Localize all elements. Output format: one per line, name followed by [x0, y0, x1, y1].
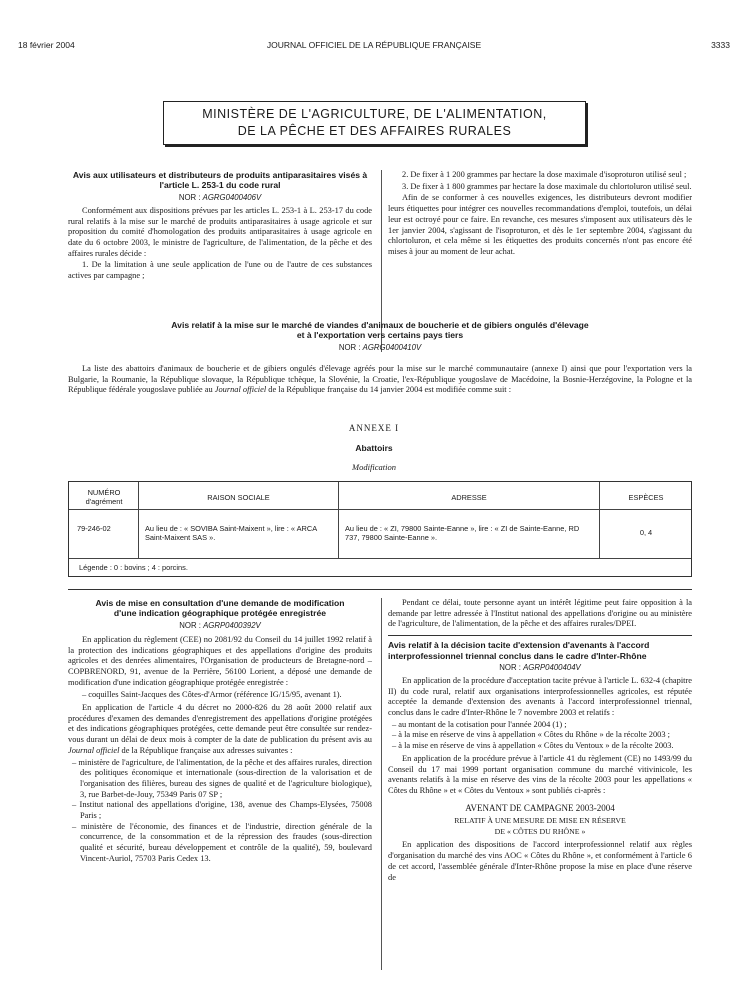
table-cell-number: 79-246-02: [77, 524, 111, 533]
column-divider: [381, 598, 382, 970]
nor-prefix: NOR :: [338, 342, 363, 352]
table-cell-species: 0, 4: [639, 528, 653, 537]
measure-heading-line-2: DE « CÔTES DU RHÔNE »: [494, 826, 586, 836]
annex-title: ANNEXE I: [348, 423, 400, 433]
ministry-line-1: MINISTÈRE DE L'AGRICULTURE, DE L'ALIMENTATION,: [202, 107, 547, 121]
article-1-paragraph-1: Conformément aux dispositions prévues par les articles L. 253-1 à L. 253-17 du code rural relatifs à la mise sur le marché de produits antiparasitaires à usage agricole et sur proposition du comité d'homologation des produits antiparasitaires à usage agricole en date du 6 octobre 2003, le ministre de l'agriculture, de l'alimentation, de la pêche et des affaires rurales décide :: [68, 205, 372, 258]
article-3-title: Avis de mise en consultation d'une demande de modification d'une indication géographique protégée enregistrée: [95, 598, 345, 619]
article-4-paragraph-2: En application de la procédure prévue à l'article 41 du règlement (CE) no 1493/99 du Conseil du 17 mai 1999 portant organisation commune du marché vitivinicole, les avenants relatifs à la mise en réserve des vins de la récolte 2003 pour les appellations « Côtes du Rhône » et « Côtes du Ventoux » sont publiés ci-après :: [388, 753, 692, 795]
article-3-item-1: – coquilles Saint-Jacques des Côtes-d'Armor (référence IG/15/95, avenant 1).: [82, 690, 342, 700]
article-1-paragraph-3: 2. De fixer à 1 200 grammes par hectare la dose maximale d'isoproturon utilisé seul ;: [402, 170, 687, 179]
list-item: – à la mise en réserve de vins à appellation « Côtes du Ventoux » de la récolte 2003.: [392, 741, 674, 751]
article-3-paragraph-1: En application du règlement (CEE) no 2081/92 du Conseil du 14 juillet 1992 relatif à la protection des indications géographiques et des appellations d'origine des produits agricoles et des denrées alimentaires, l'Organisation de producteurs de Bretagne-nord – COPBRENORD, 91, avenue de la Perrière, 56100 Lorient, a déposé une demande de modification d'une indication géographique protégée enregistrée :: [68, 634, 372, 687]
nor-prefix: NOR :: [179, 620, 204, 630]
ministry-line-2: DE LA PÊCHE ET DES AFFAIRES RURALES: [237, 124, 512, 138]
table-header-number: NUMÉRO d'agrément: [85, 488, 123, 507]
nor-prefix: NOR :: [178, 192, 203, 202]
article-2-nor: [68, 342, 692, 353]
article-4-list: [388, 720, 692, 752]
article-separator: [388, 635, 692, 636]
table-cell-company: Au lieu de : « SOVIBA Saint-Maixent », lire : « ARCA Saint-Maixent SAS ».: [145, 524, 317, 543]
list-item: – au montant de la cotisation pour l'année 2004 (1) ;: [392, 719, 567, 729]
article-3-nor: [68, 620, 372, 631]
article-3-journal-officiel: Journal officiel: [68, 745, 120, 755]
article-2-paragraph-1: [68, 364, 692, 396]
article-1-nor: [68, 192, 372, 203]
nor-code: AGRP0400404V: [523, 662, 581, 672]
table-cell-address: Au lieu de : « ZI, 79800 Sainte-Eanne », lire : « ZI de Sainte-Eanne, RD 737, 79800 Sainte-Eanne ».: [345, 524, 580, 543]
article-1-paragraph-5: Afin de se conformer à ces nouvelles exigences, les distributeurs devront modifier leurs étiquettes pour intégrer ces nouvelles recommandations d'emploi, toutefois, un délai leur est octroyé pour ce faire. En revanche, ces mesures s'imposent aux utilisateurs dès le 1er janvier 2004, s'agissant de l'isoproturon, et dès le 1er septembre 2004, s'agissant du chlortoluron, et cela même si les étiquettes des produits concernés n'ont pas encore été mises à jour au moment de leur achat.: [388, 193, 692, 256]
article-1-paragraph-4: 3. De fixer à 1 800 grammes par hectare la dose maximale du chlortoluron utilisé seul.: [402, 181, 692, 191]
abattoir-table: [68, 481, 692, 577]
table-legend-rule: [69, 558, 691, 559]
article-4-paragraph-1: En application de la procédure d'acceptation tacite prévue à l'article L. 632-4 (chapitre II) du code rural, relatif aux organisations interprofessionnelles agricoles, est réputée acceptée la demande d'extension des avenants à l'accord interprofessionnel triennal, conclus dans le cadre d'Inter-Rhône le 7 novembre 2003 et relatifs :: [388, 675, 692, 718]
section-rule: [68, 589, 692, 590]
article-3-paragraph-3: Pendant ce délai, toute personne ayant un intérêt légitime peut faire opposition à la demande par lettre adressée à l'Institut national des appellations d'origine ou au ministère de l'agriculture, de l'alimentation, de la pêche et des affaires rurales/DPEI.: [388, 598, 692, 629]
nor-code: AGRG0400410V: [362, 342, 422, 352]
article-2-heading: [68, 320, 692, 356]
running-header: [18, 40, 730, 54]
campaign-heading: AVENANT DE CAMPAGNE 2003-2004: [465, 802, 615, 813]
annex-modification: Modification: [352, 462, 396, 472]
article-1-right-column: [388, 170, 692, 259]
article-1-left-column: [68, 170, 372, 283]
article-4-paragraph-3: En application des dispositions de l'accord interprofessionnel relatif aux règles d'organisation du marché des vins AOC « Côtes du Rhône », et conformément à l'article 6 de cet accord, l'assemblée générale d'Inter-Rhône propose la mise en place d'une réserve de: [388, 840, 692, 882]
article-2-paragraph-1-start: La liste des abattoirs d'animaux de boucherie et de gibiers ongulés d'élevage agréés pour la mise sur le marché communautaire (annexe I) ainsi que pour l'exportation vers la Bulgarie, la Roumanie, la République slovaque, la République tchèque, la Slovénie, la Croatie, l'ex-République yougoslave de Macédoine, la Bosnie-Herzégovine, la Pologne et la République fédérale yougoslave publiée au: [68, 364, 692, 395]
table-legend: Légende : 0 : bovins ; 4 : porcins.: [79, 563, 188, 572]
article-1-title: Avis aux utilisateurs et distributeurs de produits antiparasitaires visés à l'article L. 253-1 du code rural: [72, 170, 368, 191]
measure-heading-line-1: RELATIF À UNE MESURE DE MISE EN RÉSERVE: [454, 816, 626, 826]
table-header-species: ESPÈCES: [628, 493, 664, 502]
article-2-title-line-2: et à l'exportation vers certains pays tiers: [296, 330, 464, 341]
ministry-heading-box: [163, 101, 586, 145]
article-1-paragraph-2: 1. De la limitation à une seule application de l'une ou de l'autre de ces substances actives par campagne ;: [68, 260, 372, 281]
header-date: 18 février 2004: [18, 40, 75, 50]
article-4-title: Avis relatif à la décision tacite d'extension d'avenants à l'accord interprofessionnel triennal conclus dans le cadre d'Inter-Rhône: [388, 640, 650, 661]
article-2-journal-officiel: Journal officiel: [214, 385, 267, 395]
article-3-paragraph-2: [68, 703, 372, 757]
table-header-address: ADRESSE: [451, 493, 487, 502]
article-4-right-column: [388, 598, 692, 884]
article-3-left-column: [68, 598, 372, 865]
table-header-company: RAISON SOCIALE: [207, 493, 270, 502]
article-2-paragraph-1-end: de la République française du 14 janvier 2004 est modifiée comme suit :: [266, 385, 512, 395]
article-4-nor: [388, 662, 692, 673]
list-item: – à la mise en réserve de vins à appellation « Côtes du Rhône » de la récolte 2003 ;: [392, 730, 670, 740]
nor-code: AGRP0400392V: [203, 620, 261, 630]
header-page-number: 3333: [711, 40, 730, 50]
annex-subtitle: Abattoirs: [355, 443, 393, 453]
article-3-address-list: [68, 758, 372, 865]
address-item: – ministère de l'agriculture, de l'alimentation, de la pêche et des affaires rurales, direction des politiques économique et internationale (sous-direction de la valorisation et de l'organisation des filières, bureau des signes de qualité et de l'agriculture biologique), 3, rue Barbet-de-Jouy, 75349 Paris 07 SP ;: [72, 757, 372, 799]
nor-code: AGRG0400406V: [202, 192, 262, 202]
table-header-rule: [69, 509, 691, 510]
article-3-paragraph-2-start: En application de l'article 4 du décret no 2000-826 du 28 août 2000 relatif aux procédures d'examen des demandes d'enregistrement des appellations d'origine protégées et des indications géographiques protégées, cette demande peut être consultée sur rendez-vous durant un délai de deux mois à compter de la date de publication du présent avis au: [68, 703, 372, 745]
header-journal-title: JOURNAL OFFICIEL DE LA RÉPUBLIQUE FRANÇAISE: [266, 40, 482, 50]
nor-prefix: NOR :: [499, 662, 524, 672]
article-3-paragraph-2-end: de la République française aux adresses suivantes :: [119, 745, 293, 755]
address-item: – ministère de l'économie, des finances et de l'industrie, direction générale de la concurrence, de la consommation et de la répression des fraudes (sous-direction qualité et sécurité, bureau développement et contrôle de la qualité), 59, boulevard Vincent-Auriol, 75703 Paris Cedex 13.: [72, 821, 372, 863]
address-item: – Institut national des appellations d'origine, 138, avenue des Champs-Elysées, 75008 Paris ;: [72, 800, 372, 821]
article-2-title-line-1: Avis relatif à la mise sur le marché de viandes d'animaux de boucherie et de gibiers ongulés d'élevage: [171, 320, 589, 330]
